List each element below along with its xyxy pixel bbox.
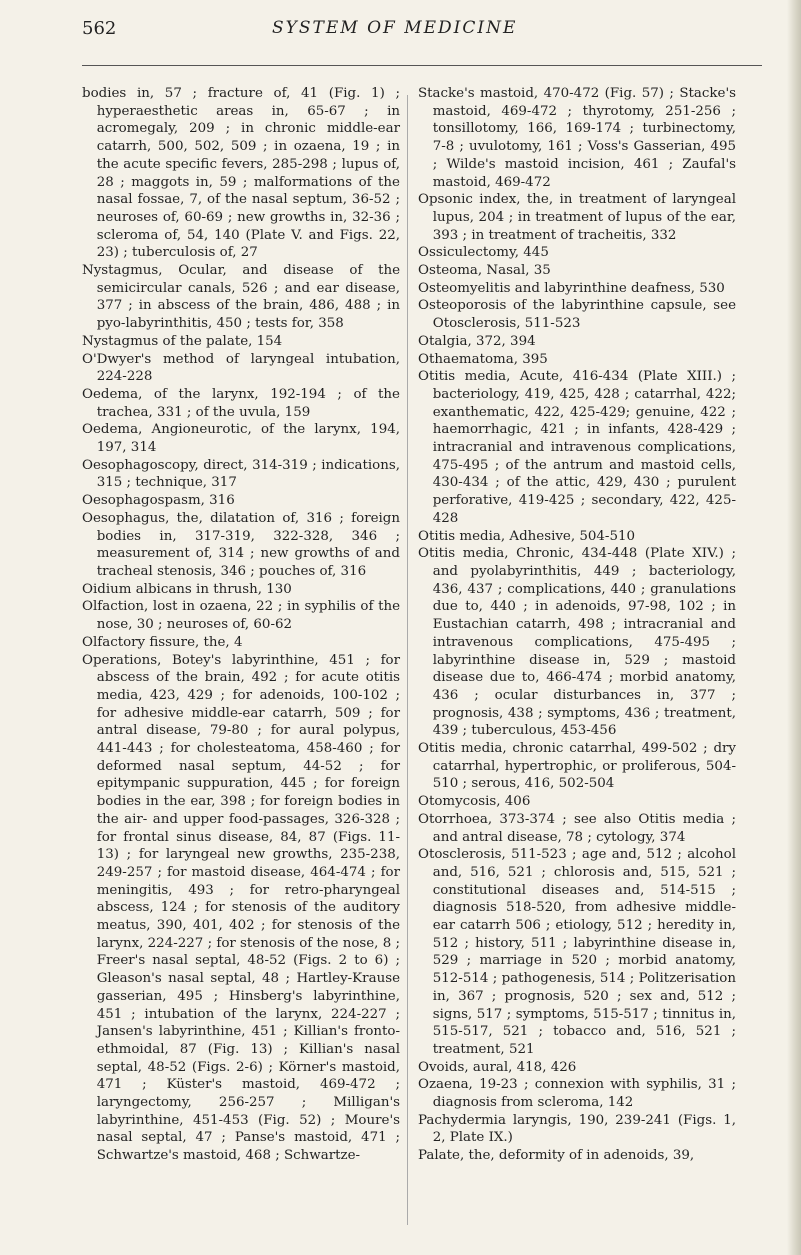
index-entry: Olfaction, lost in ozaena, 22 ; in syphilis of the nose, 30 ; neuroses of, 60-62: [82, 599, 400, 633]
index-entry: Oesophagus, the, dilatation of, 316 ; foreign bodies in, 317-319, 322-328, 346 ; measurement of, 314 ; new growths of and tracheal stenosis, 346 ; pouches of, 316: [82, 510, 400, 579]
index-entry: Opsonic index, the, in treatment of laryngeal lupus, 204 ; in treatment of lupus of the ear, 393 ; in treatment of tracheitis, 332: [418, 192, 736, 243]
index-entry: Nystagmus, Ocular, and disease of the semicircular canals, 526 ; and ear disease, 377 ; in abscess of the brain, 486, 488 ; in pyo-labyrinthitis, 450 ; tests for, 358: [82, 263, 400, 332]
index-entry: Oedema, Angioneurotic, of the larynx, 194, 197, 314: [82, 422, 400, 456]
index-entry: Osteomyelitis and labyrinthine deafness, 530: [418, 280, 725, 296]
index-entry: Othaematoma, 395: [418, 351, 548, 367]
index-entry: Oesophagoscopy, direct, 314-319 ; indications, 315 ; technique, 317: [82, 457, 400, 491]
running-title: SYSTEM OF MEDICINE: [272, 18, 518, 38]
index-entry: Ovoids, aural, 418, 426: [418, 1059, 577, 1075]
page-header: [82, 18, 762, 58]
index-entry: O'Dwyer's method of laryngeal intubation, 224-228: [82, 351, 400, 385]
index-entry: Otitis media, Chronic, 434-448 (Plate XIV.) ; and pyolabyrinthitis, 449 ; bacteriology, 436, 437 ; complications, 440 ; granulations due to, 440 ; in adenoids, 97-98, 102 ; in Eustachian catarrh, 498 ; intracranial and intravenous complications, 475-495 ; labyrinthine disease in, 529 ; mastoid disease due to, 466-474 ; morbid anatomy, 436 ; ocular disturbances in, 377 ; prognosis, 438 ; symptoms, 436 ; treatment, 439 ; tuberculous, 453-456: [418, 546, 736, 739]
index-entry: Operations, Botey's labyrinthine, 451 ; for abscess of the brain, 492 ; for acute otitis media, 423, 429 ; for adenoids, 100-102 ; for adhesive middle-ear catarrh, 509 ; for antral disease, 79-80 ; for aural polypus, 441-443 ; for cholesteatoma, 458-460 ; for deformed nasal septum, 44-52 ; for epitympanic suppuration, 445 ; for foreign bodies in the ear, 398 ; for foreign bodies in the air- and upper food-passages, 326-328 ; for frontal sinus disease, 84, 87 (Figs. 11-13) ; for laryngeal new growths, 235-238, 249-257 ; for mastoid disease, 464-474 ; for meningitis, 493 ; for retro-pharyngeal abscess, 124 ; for stenosis of the auditory meatus, 390, 401, 402 ; for stenosis of the larynx, 224-227 ; for stenosis of the nose, 8 ; Freer's nasal septal, 48-52 (Figs. 2 to 6) ; Gleason's nasal septal, 48 ; Hartley-Krause gasserian, 495 ; Hinsberg's labyrinthine, 451 ; intubation of the larynx, 224-227 ; Jansen's labyrinthine, 451 ; Killian's fronto-ethmoidal, 87 (Fig. 13) ; Killian's nasal septal, 48-52 (Figs. 2-6) ; Körner's mastoid, 471 ; Küster's mastoid, 469-472 ; laryngectomy, 256-257 ; Milligan's labyrinthine, 451-453 (Fig. 52) ; Moure's nasal septal, 47 ; Panse's mastoid, 471 ; Schwartze's mastoid, 468 ; Schwartze-: [82, 652, 400, 1164]
index-entry: bodies in, 57 ; fracture of, 41 (Fig. 1) ; hyperaesthetic areas in, 65-67 ; in acromegaly, 209 ; in chronic middle-ear catarrh, 500, 502, 509 ; in ozaena, 19 ; in the acute specific fevers, 285-298 ; lupus of, 28 ; maggots in, 59 ; malformations of the nasal fossae, 7, of the nasal septum, 36-52 ; neuroses of, 60-69 ; new growths in, 32-36 ; scleroma of, 54, 140 (Plate V. and Figs. 22, 23) ; tuberculosis of, 27: [82, 86, 400, 261]
page-edge: [787, 0, 801, 1255]
header-rule: [82, 65, 762, 66]
index-entry: Pachydermia laryngis, 190, 239-241 (Figs. 1, 2, Plate IX.): [418, 1112, 736, 1146]
index-entry: Oesophagospasm, 316: [82, 493, 235, 509]
index-column-left: [82, 85, 400, 1165]
index-entry: Otitis media, Adhesive, 504-510: [418, 528, 635, 544]
index-entry: Otitis media, Acute, 416-434 (Plate XIII.) ; bacteriology, 419, 425, 428 ; catarrhal, 422; exanthematic, 422, 425-429; genuine, 422 ; haemorrhagic, 421 ; in infants, 428-429 ; intracranial and intravenous complications, 475-495 ; of the antrum and mastoid cells, 430-434 ; of the attic, 429, 430 ; purulent perforative, 419-425 ; secondary, 422, 425-428: [418, 369, 736, 526]
index-entry: Ossiculectomy, 445: [418, 245, 549, 261]
index-entry: Otalgia, 372, 394: [418, 333, 536, 349]
index-entry: Olfactory fissure, the, 4: [82, 634, 243, 650]
index-entry: Oedema, of the larynx, 192-194 ; of the trachea, 331 ; of the uvula, 159: [82, 386, 400, 420]
index-entry: Nystagmus of the palate, 154: [82, 333, 283, 349]
index-entry: Osteoma, Nasal, 35: [418, 263, 551, 279]
index-entry: Oidium albicans in thrush, 130: [82, 581, 292, 597]
index-entry: Palate, the, deformity of in adenoids, 39,: [418, 1148, 695, 1164]
index-entry: Osteoporosis of the labyrinthine capsule, see Otosclerosis, 511-523: [418, 298, 736, 332]
index-column-right: [418, 85, 736, 1165]
index-entry: Otorrhoea, 373-374 ; see also Otitis media ; and antral disease, 78 ; cytology, 374: [418, 811, 736, 845]
index-entry: Otosclerosis, 511-523 ; age and, 512 ; alcohol and, 516, 521 ; chlorosis and, 515, 521 ; constitutional diseases and, 514-515 ; diagnosis 518-520, from adhesive middle-ear catarrh 506 ; etiology, 512 ; heredity in, 512 ; history, 511 ; labyrinthine disease in, 529 ; marriage in 520 ; morbid anatomy, 512-514 ; pathogenesis, 514 ; Politzerisation in, 367 ; prognosis, 520 ; sex and, 512 ; signs, 517 ; symptoms, 515-517 ; tinnitus in, 515-517, 521 ; tobacco and, 516, 521 ; treatment, 521: [418, 847, 736, 1057]
index-entry: Ozaena, 19-23 ; connexion with syphilis, 31 ; diagnosis from scleroma, 142: [418, 1077, 736, 1111]
index-entry: Otitis media, chronic catarrhal, 499-502 ; dry catarrhal, hypertrophic, or proliferous, 504-510 ; serous, 416, 502-504: [418, 741, 736, 792]
index-entry: Otomycosis, 406: [418, 794, 531, 810]
page-number: 562: [82, 18, 117, 39]
column-divider: [407, 95, 408, 1225]
index-entry: Stacke's mastoid, 470-472 (Fig. 57) ; Stacke's mastoid, 469-472 ; thyrotomy, 251-256 ; tonsillotomy, 166, 169-174 ; turbinectomy, 7-8 ; uvulotomy, 161 ; Voss's Gasserian, 495 ; Wilde's mastoid incision, 461 ; Zaufal's mastoid, 469-472: [418, 86, 736, 190]
